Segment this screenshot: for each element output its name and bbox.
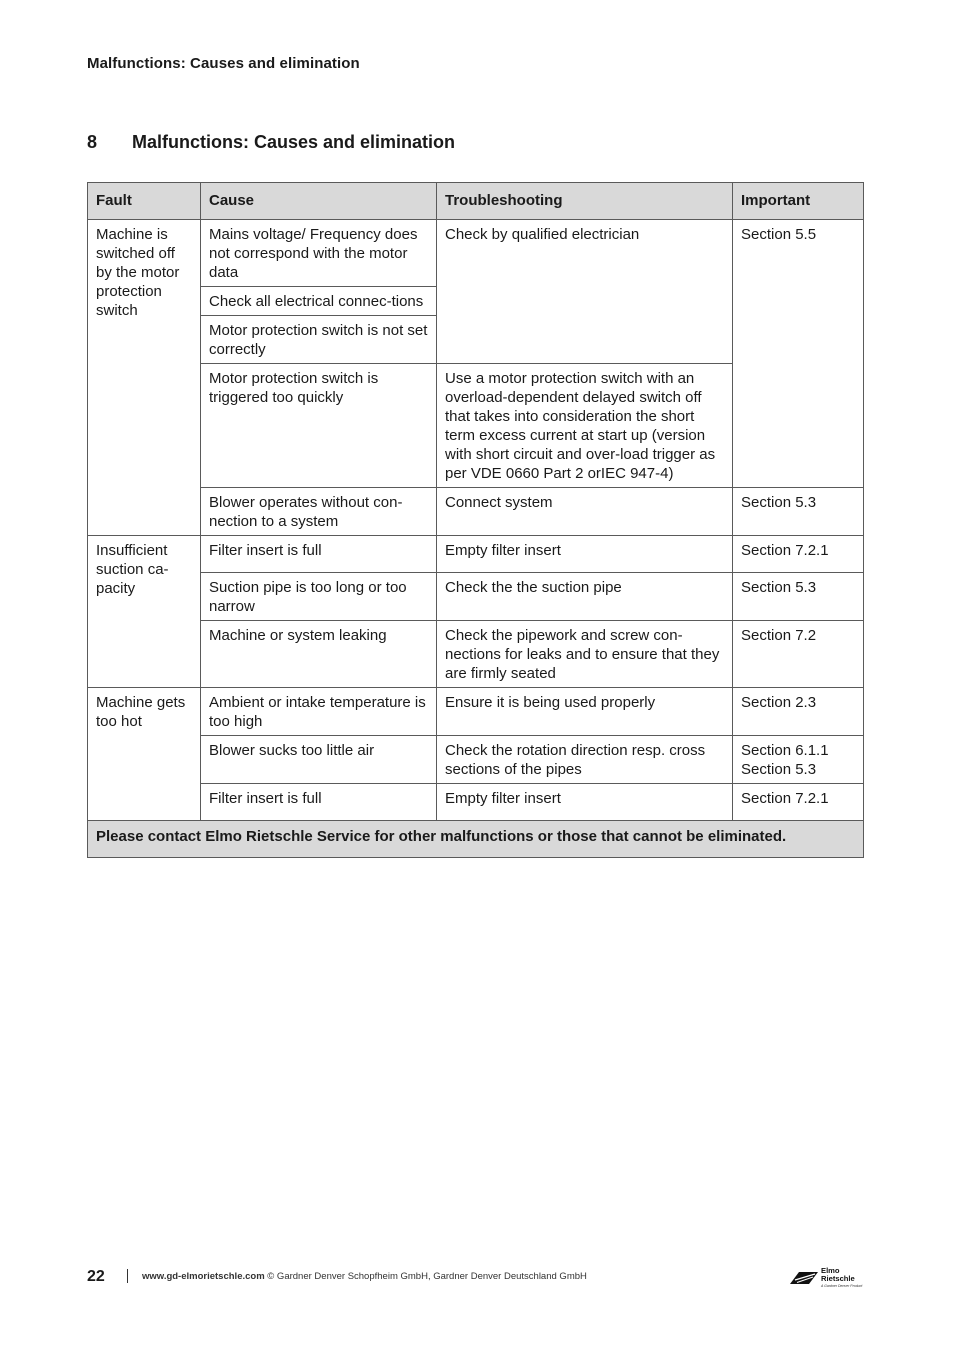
logo-line2: Rietschle [821, 1274, 855, 1283]
header-important: Important [733, 183, 864, 220]
table-row [88, 573, 864, 621]
important-cell: Section 7.2.1 [733, 536, 864, 573]
cause-cell: Filter insert is full [201, 536, 437, 573]
table-footer-row [88, 821, 864, 858]
table-row [88, 784, 864, 821]
page-footer [87, 1268, 863, 1290]
troubleshooting-cell: Check the the suction pipe [437, 573, 733, 621]
logo-swoosh-icon [789, 1271, 819, 1285]
website-link[interactable]: www.gd-elmorietschle.com [142, 1271, 265, 1282]
section-title [87, 132, 455, 153]
cause-cell: Suction pipe is too long or too narrow [201, 573, 437, 621]
page-number: 22 [87, 1268, 105, 1285]
footer-copyright [142, 1271, 587, 1282]
table-header-row [88, 183, 864, 220]
cause-cell: Machine or system leaking [201, 621, 437, 688]
footer-divider [127, 1269, 128, 1283]
section-number: 8 [87, 132, 98, 152]
malfunctions-table [87, 182, 864, 858]
table-row [88, 736, 864, 784]
fault-cell: Insufficient suction ca-pacity [88, 536, 201, 688]
important-cell: Section 7.2 [733, 621, 864, 688]
important-cell: Section 5.3 [733, 573, 864, 621]
cause-cell: Blower sucks too little air [201, 736, 437, 784]
header-fault: Fault [88, 183, 201, 220]
table-row [88, 688, 864, 736]
service-note: Please contact Elmo Rietschle Service for other malfunctions or those that cannot be eliminated. [88, 821, 864, 858]
fault-cell: Machine is switched off by the motor protection switch [88, 220, 201, 536]
troubleshooting-cell: Empty filter insert [437, 536, 733, 573]
important-cell: Section 2.3 [733, 688, 864, 736]
header-cause: Cause [201, 183, 437, 220]
troubleshooting-cell: Connect system [437, 488, 733, 536]
table-row [88, 536, 864, 573]
header-troubleshooting: Troubleshooting [437, 183, 733, 220]
important-cell: Section 5.3 [733, 488, 864, 536]
cause-cell: Blower operates without con-nection to a system [201, 488, 437, 536]
troubleshooting-cell: Check the pipework and screw con-nections for leaks and to ensure that they are firmly seated [437, 621, 733, 688]
cause-cell: Filter insert is full [201, 784, 437, 821]
cause-cell: Motor protection switch is not set correctly [201, 316, 437, 364]
table-row [88, 488, 864, 536]
table-row [88, 621, 864, 688]
table-row [88, 220, 864, 287]
troubleshooting-cell: Ensure it is being used properly [437, 688, 733, 736]
important-cell: Section 6.1.1 Section 5.3 [733, 736, 864, 784]
logo-tagline: A Gardner Denver Product [821, 1284, 863, 1288]
important-cell: Section 5.5 [733, 220, 864, 488]
elmo-rietschle-logo [789, 1267, 863, 1289]
important-cell: Section 7.2.1 [733, 784, 864, 821]
fault-cell: Machine gets too hot [88, 688, 201, 821]
logo-line1: Elmo [821, 1266, 840, 1275]
troubleshooting-cell: Use a motor protection switch with an overload-dependent delayed switch off that takes into consideration the short term excess current at start up (version with short circuit and over-load trigger as per VDE 0660 Part 2 orIEC 947-4) [437, 364, 733, 488]
cause-cell: Ambient or intake temperature is too high [201, 688, 437, 736]
troubleshooting-cell: Check the rotation direction resp. cross sections of the pipes [437, 736, 733, 784]
cause-cell: Mains voltage/ Frequency does not correspond with the motor data [201, 220, 437, 287]
troubleshooting-cell: Empty filter insert [437, 784, 733, 821]
troubleshooting-cell: Check by qualified electrician [437, 220, 733, 364]
copyright-text: © Gardner Denver Schopfheim GmbH, Gardner Denver Deutschland GmbH [264, 1271, 587, 1282]
cause-cell: Check all electrical connec-tions [201, 287, 437, 316]
section-heading: Malfunctions: Causes and elimination [132, 132, 456, 152]
running-header: Malfunctions: Causes and elimination [87, 55, 360, 72]
cause-cell: Motor protection switch is triggered too quickly [201, 364, 437, 488]
